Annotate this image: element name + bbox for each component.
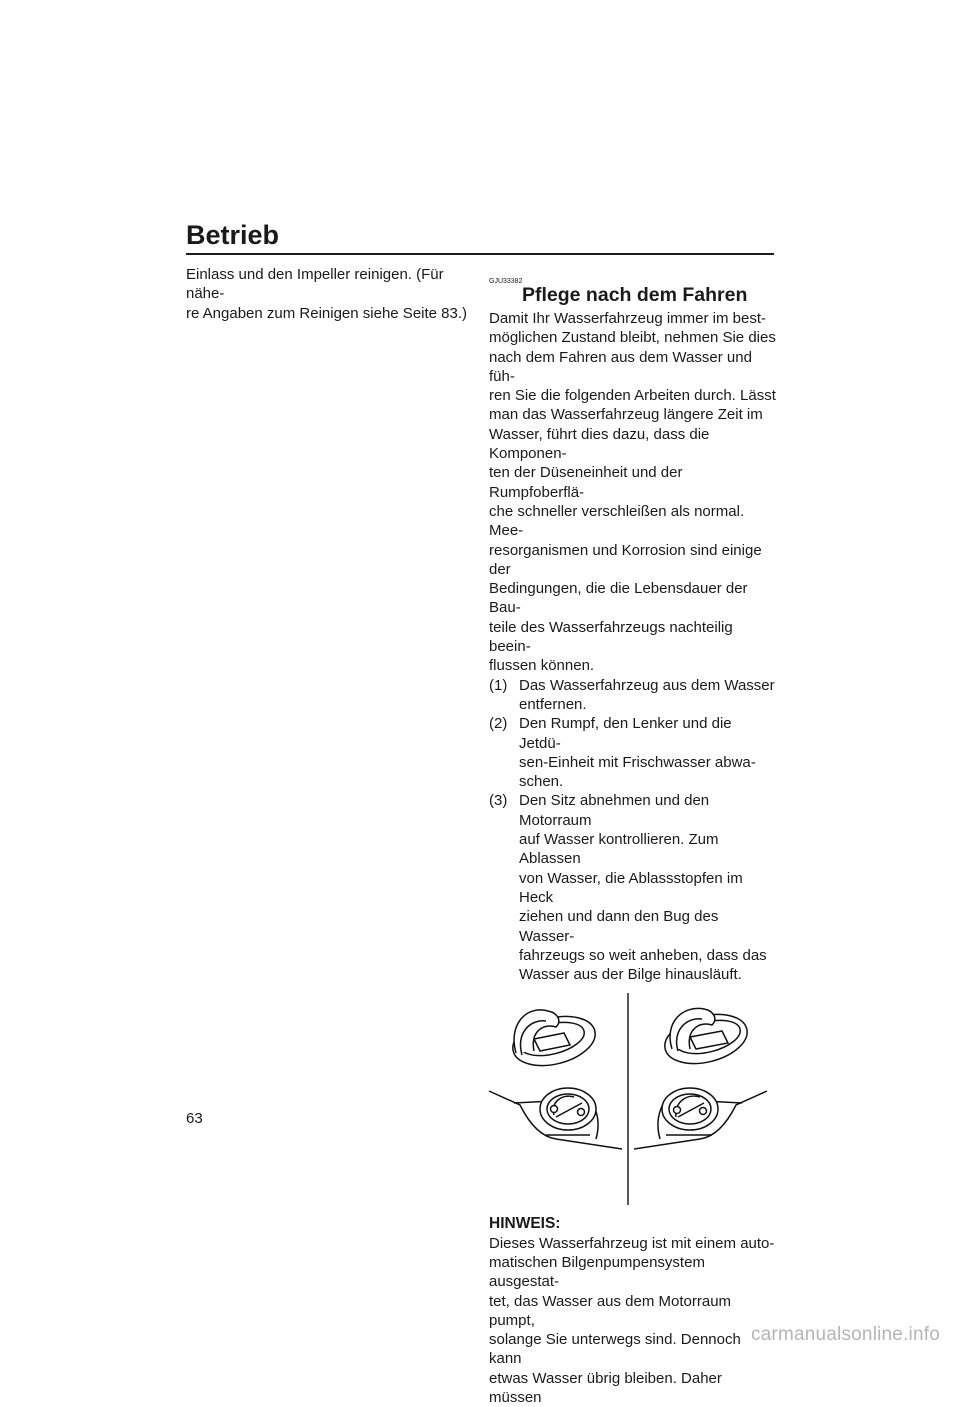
step-item bbox=[489, 791, 777, 984]
note-line: tet, das Wasser aus dem Motorraum pumpt, bbox=[489, 1292, 732, 1329]
step-line: entfernen. bbox=[519, 695, 587, 713]
note-label: HINWEIS: bbox=[489, 1215, 561, 1233]
section-code: GJU33382 bbox=[489, 278, 523, 285]
note-line: Dieses Wasserfahrzeug ist mit einem auto- bbox=[489, 1234, 775, 1252]
step-line: Den Rumpf, den Lenker und die Jetdü- bbox=[519, 715, 732, 752]
watermark[interactable]: carmanualsonline.info bbox=[750, 1324, 940, 1345]
intro-line: che schneller verschleißen als normal. Mee- bbox=[489, 502, 745, 540]
note-paragraph bbox=[489, 1234, 777, 1407]
left-hull-plug bbox=[489, 1088, 622, 1149]
step-line: Das Wasserfahrzeug aus dem Wasser bbox=[519, 676, 775, 694]
left-paragraph-line: re Angaben zum Reinigen siehe Seite 83.) bbox=[186, 304, 468, 322]
page-number: 63 bbox=[186, 1110, 203, 1127]
intro-line: nach dem Fahren aus dem Wasser und füh- bbox=[489, 348, 752, 385]
note-line: matischen Bilgenpumpensystem ausgestat- bbox=[489, 1253, 705, 1291]
intro-line: Damit Ihr Wasserfahrzeug immer im best- bbox=[489, 310, 767, 327]
left-paragraph-line: Einlass und den Impeller reinigen. (Für nähe- bbox=[186, 266, 444, 303]
intro-line: resorganismen und Korrosion sind einige der bbox=[489, 541, 762, 578]
right-drain-pipe bbox=[660, 1007, 753, 1072]
step-number: (3) bbox=[489, 792, 508, 810]
left-column bbox=[186, 265, 474, 323]
intro-line: ren Sie die folgenden Arbeiten durch. Lässt bbox=[489, 387, 776, 405]
note-line: etwas Wasser übrig bleiben. Daher müssen bbox=[489, 1369, 722, 1407]
step-line: sen-Einheit mit Frischwasser abwa- bbox=[519, 753, 756, 771]
step-item bbox=[489, 676, 777, 715]
step-line: schen. bbox=[519, 773, 564, 791]
steps-list bbox=[489, 676, 777, 985]
intro-line: Bedingungen, die die Lebensdauer der Bau- bbox=[489, 580, 748, 617]
step-number: (2) bbox=[489, 715, 508, 733]
step-item bbox=[489, 714, 777, 791]
title-rule bbox=[186, 253, 774, 255]
right-column bbox=[489, 278, 777, 1407]
step-line: ziehen und dann den Bug des Wasser- bbox=[519, 908, 719, 945]
intro-line: ten der Düseneinheit und der Rumpfoberflä- bbox=[489, 464, 683, 501]
intro-line: möglichen Zustand bleibt, nehmen Sie dies bbox=[489, 329, 776, 347]
note-line: solange Sie unterwegs sind. Dennoch kann bbox=[489, 1331, 741, 1368]
section-title: Betrieb bbox=[186, 220, 280, 250]
intro-line: flussen können. bbox=[489, 657, 595, 675]
step-line: Wasser aus der Bilge hinausläuft. bbox=[519, 966, 742, 984]
drain-plug-illustration bbox=[486, 993, 772, 1208]
step-line: von Wasser, die Ablassstopfen im Heck bbox=[519, 869, 743, 906]
intro-paragraph bbox=[489, 309, 777, 676]
intro-line: teile des Wasserfahrzeugs nachteilig beein- bbox=[489, 618, 733, 656]
step-line: Den Sitz abnehmen und den Motorraum bbox=[519, 792, 710, 829]
left-drain-pipe bbox=[508, 1009, 601, 1074]
step-line: auf Wasser kontrollieren. Zum Ablassen bbox=[519, 831, 719, 868]
intro-line: Wasser, führt dies dazu, dass die Komponen- bbox=[489, 425, 710, 463]
section-heading: Pflege nach dem Fahren bbox=[522, 284, 748, 306]
intro-line: man das Wasserfahrzeug längere Zeit im bbox=[489, 406, 763, 424]
step-number: (1) bbox=[489, 676, 508, 694]
right-hull-plug bbox=[634, 1088, 767, 1149]
step-line: fahrzeugs so weit anheben, dass das bbox=[519, 946, 767, 964]
